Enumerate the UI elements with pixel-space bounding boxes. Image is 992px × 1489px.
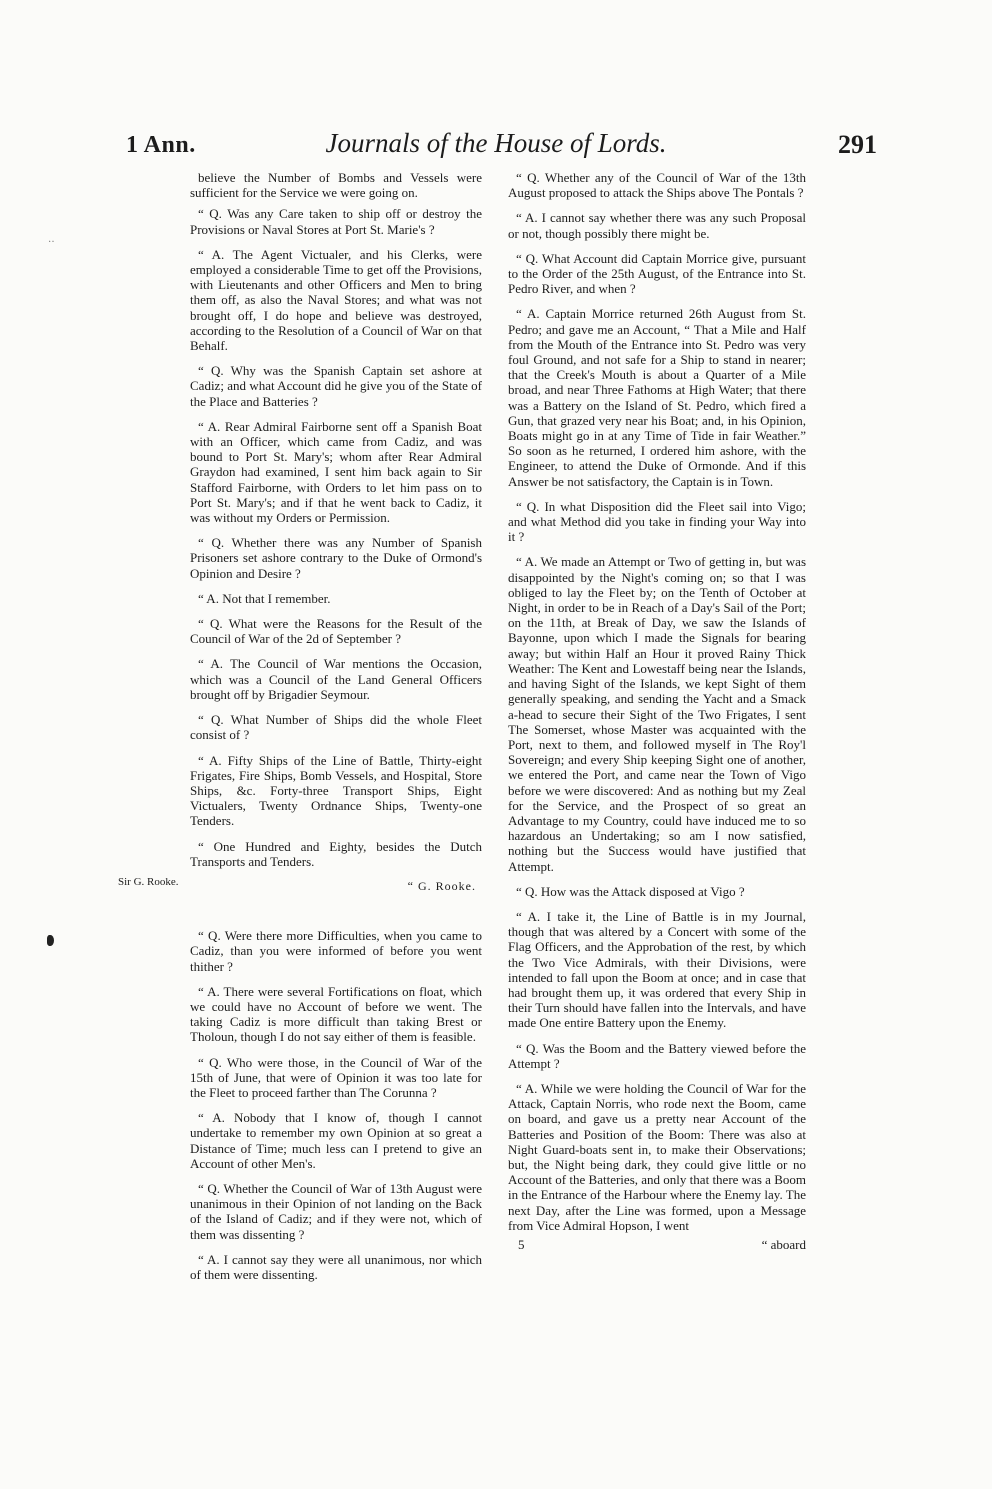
catchword: “ aboard: [761, 1237, 806, 1252]
paragraph: “ Q. Why was the Spanish Captain set ashore at Cadiz; and what Account did he give you of the State of the Place and Batteries ?: [190, 363, 482, 409]
paragraph: “ A. I take it, the Line of Battle is in my Journal, though that was altered by a Concert with some of the Flag Officers, and the Approbation of the rest, by which the Two Vice Admirals, with their Divisions, were intended to fall upon the Boom at once; and in case that had brought them up, it was ordered that every Ship in their Turn should have fallen into the Intervals, and have made One entire Battery upon the Enemy.: [508, 908, 806, 1031]
paragraph: “ Q. Was any Care taken to ship off or destroy the Provisions or Naval Stores at Port St. Marie's ?: [190, 206, 482, 237]
paragraph: “ Q. Whether the Council of War of 13th August were unanimous in their Opinion of not landing on the Back of the Island of Cadiz; and if they were not, which of them was dissenting ?: [190, 1180, 482, 1242]
paragraph: “ A. The Agent Victualer, and his Clerks, were employed a considerable Time to get off the Provisions, with Lieutenants and other Officers and Men to bring them off, as also the Naval Stores; and what was not brought off, I do hope and believe was destroyed, according to the Resolution of a Council of War on that Behalf.: [190, 246, 482, 354]
margin-blot: [47, 935, 54, 946]
paragraph: believe the Number of Bombs and Vessels were sufficient for the Service we were going on.: [190, 170, 482, 201]
left-column: [190, 170, 482, 1292]
margin-note: Sir G. Rooke.: [118, 876, 179, 888]
paragraph: “ Q. Was the Boom and the Battery viewed before the Attempt ?: [508, 1040, 806, 1071]
paragraph: “ A. Fifty Ships of the Line of Battle, Thirty-eight Frigates, Fire Ships, Bomb Vessels, and Hospital, Store Ships, &c. Forty-three Transport Ships, Eight Victualers, Twenty Ordnance Ships, Twenty-one Tenders.: [190, 752, 482, 829]
paragraph: “ Q. What Number of Ships did the whole Fleet consist of ?: [190, 712, 482, 743]
paragraph: “ Q. Whether any of the Council of War of the 13th August proposed to attack the Ships above The Pontals ?: [508, 170, 806, 201]
regnal-year: 1 Ann.: [126, 132, 196, 158]
margin-speck: ‥: [48, 234, 55, 245]
page-number: 291: [838, 130, 877, 159]
page-footer: [508, 1237, 806, 1252]
paragraph: “ A. Not that I remember.: [198, 590, 331, 606]
paragraph: “ Q. How was the Attack disposed at Vigo ?: [516, 883, 745, 899]
paragraph: “ A. I cannot say whether there was any such Proposal or not, though possibly there might be.: [508, 210, 806, 241]
paragraph: “ One Hundred and Eighty, besides the Dutch Transports and Tenders.: [190, 838, 482, 869]
paragraph: “ A. Nobody that I know of, though I cannot undertake to remember my own Opinion at so great a Distance of Time; much less can I pretend to give an Account of other Men's.: [190, 1110, 482, 1171]
paragraph: “ A. Captain Morrice returned 26th August from St. Pedro; and gave me an Account, “ That a Mile and Half from the Mouth of the Entrance into St. Pedro was very foul Ground, and not safe for a Ship to stand in nearer; that the Creek's Mouth is about a Quarter of a Mile broad, and near Three Fathoms at High Water; that there was a Battery on the Island of St. Pedro, which fired a Gun, that grazed very near his Boat; and, in his Opinion, Boats might go in at any Time of Tide in fair Weather.” So soon as he returned, I ordered him ashore, with the Engineer, to attend the Duke of Ormonde. And if this Answer be not satisfactory, the Captain is in Town.: [508, 306, 806, 489]
paragraph: “ Q. Whether there was any Number of Spanish Prisoners set ashore contrary to the Duke of Ormond's Opinion and Desire ?: [190, 535, 482, 581]
paragraph: “ Q. What Account did Captain Morrice give, pursuant to the Order of the 25th August, of the Entrance into St. Pedro River, and when ?: [508, 250, 806, 297]
paragraph: “ Q. Who were those, in the Council of War of the 15th of June, that were of Opinion it was too late for the Fleet to proceed farther than The Corunna ?: [190, 1054, 482, 1100]
signature: “ G. Rooke.: [407, 878, 476, 893]
paragraph: “ A. Rear Admiral Fairborne sent off a Spanish Boat with an Officer, which came from Cadiz, and was bound to Port St. Mary's; whom after Rear Admiral Graydon had examined, I sent him back again to Sir Stafford Fairborne, with Orders to let him pass on to Port St. Mary's; and if that he went back to Cadiz, it was without my Orders or Permission.: [190, 418, 482, 526]
signature-mark: 5: [518, 1237, 525, 1252]
paragraph: “ A. There were several Fortifications on float, which we could have no Account of before we went. The taking Cadiz is more difficult than taking Brest or Tholoun, though I do not say either of them is feasible.: [190, 983, 482, 1045]
right-column: [508, 170, 806, 1252]
paragraph: “ Q. In what Disposition did the Fleet sail into Vigo; and what Method did you take in finding your Way into it ?: [508, 498, 806, 545]
paragraph: “ Q. What were the Reasons for the Result of the Council of War of the 2d of September ?: [190, 616, 482, 647]
page-header: [0, 128, 992, 168]
paragraph: “ Q. Were there more Difficulties, when you came to Cadiz, than you were informed of before you went thither ?: [190, 928, 482, 974]
paragraph: “ A. The Council of War mentions the Occasion, which was a Council of the Land General Officers brought off by Brigadier Seymour.: [190, 656, 482, 702]
paragraph: “ A. We made an Attempt or Two of getting in, but was disappointed by the Night's coming on; so that I was obliged to lay the Fleet by; on the Tenth of October at Night, in order to be in Reach of a Day's Sail of the Port; on the 11th, at Break of Day, we saw the Islands of Bayonne, upon which I made the Signals for bearing away; but within Half an Hour it proved Rainy Thick Weather: The Kent and Lowestaff being near the Islands, and having Sight of the Islands, we kept Sight of them generally speaking, and sending the Yacht and a Smack a-head to secure their Sight of the Two Frigates, I sent The Somerset, whose Master was acquainted with the Port, next to them, and followed myself in The Roy'l Sovereign; and every Ship keeping Sight one of another, we entered the Port, and came near the Town of Vigo before we were discovered: And as nothing but my Zeal for the Service, and the Prospect of so great an Advantage to my Country, could have induced me to so hazardous an Undertaking; so am I now satisfied, nothing but the Success would have justified that Attempt.: [508, 554, 806, 874]
paragraph: “ A. I cannot say they were all unanimous, nor which of them were dissenting.: [190, 1251, 482, 1282]
running-title: Journals of the House of Lords.: [325, 128, 667, 158]
paragraph: “ A. While we were holding the Council of War for the Attack, Captain Norris, who rode next the Boom, came on board, and gave us a pretty near Account of the Batteries and Position of the Boom: There was also at Night Guard-boats sent in, to make their Observations; but, the Night being dark, they could give little or no Account of the Batteries, and only that there was a Boom in the Entrance of the Harbour where the Enemy lay. The next Day, after the Line was formed, upon a Message from Vice Admiral Hopson, I went: [508, 1080, 806, 1233]
